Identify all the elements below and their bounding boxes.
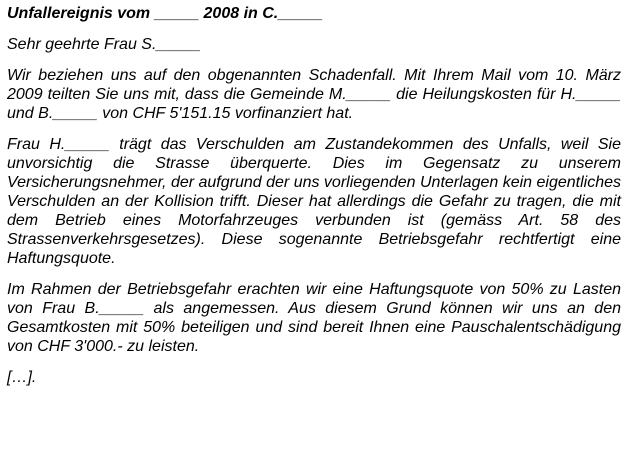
letter-salutation: Sehr geehrte Frau S._____ bbox=[7, 36, 201, 53]
letter-document bbox=[7, 4, 621, 387]
paragraph-claim-reference: Wir beziehen uns auf den obgenannten Schadenfall. Mit Ihrem Mail vom 10. März 2009 teilten Sie uns mit, dass die Gemeinde M._____ die Heilungskosten für H._____ und B._____ von CHF 5'151.15 vorfinanziert hat. bbox=[7, 67, 621, 122]
paragraph-fault-assessment: Frau H._____ trägt das Verschulden am Zustandekommen des Unfalls, weil Sie unvorsichtig die Strasse überquerte. Dies im Gegensatz zu unserem Versicherungsnehmer, der aufgrund der uns vorliegenden Unterlagen kein eigentliches Verschulden an der Kollision trifft. Dieser hat allerdings die Gefahr zu tragen, die mit dem Betrieb eines Motorfahrzeuges verbunden ist (gemäss Art. 58 des Strassenverkehrsgesetzes). Diese sogenannte Betriebsgefahr rechtfertigt eine Haftungsquote. bbox=[7, 136, 622, 267]
paragraph-liability-offer: Im Rahmen der Betriebsgefahr erachten wir eine Haftungsquote von 50% zu Lasten von Frau B._____ als angemessen. Aus diesem Grund können wir uns an den Gesamtkosten mit 50% beteiligen und sind bereit Ihnen eine Pauschalentschädigung von CHF 3'000.- zu leisten. bbox=[7, 281, 621, 355]
omission-marker: […]. bbox=[7, 369, 37, 386]
letter-subject: Unfallereignis vom _____ 2008 in C._____ bbox=[7, 5, 323, 22]
